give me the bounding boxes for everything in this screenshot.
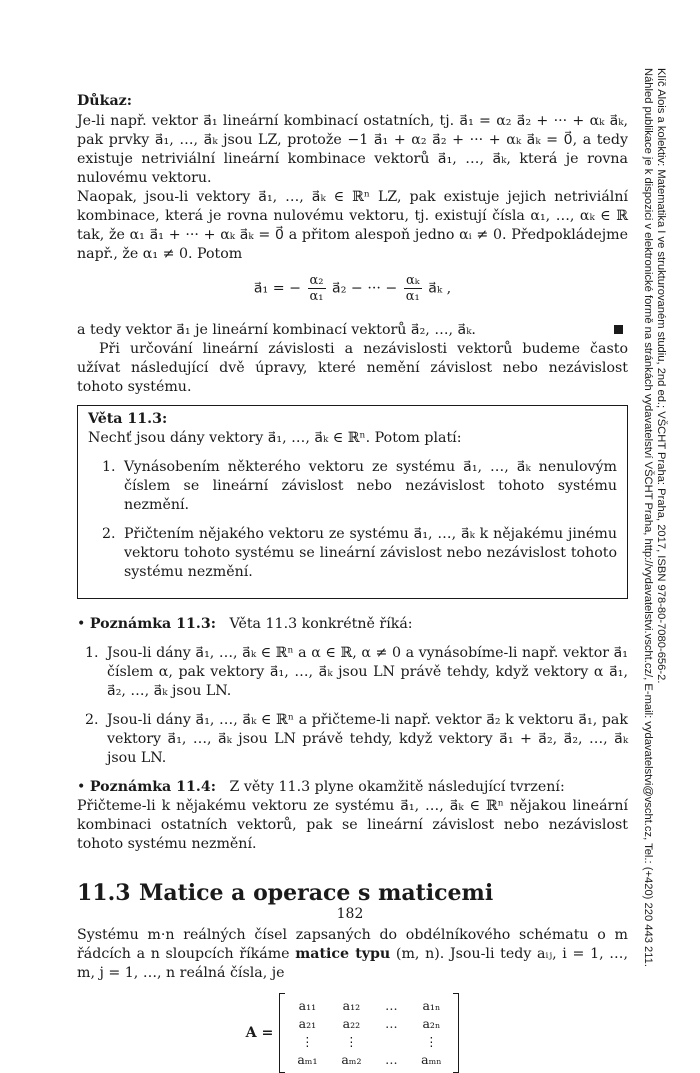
- equation-lhs: a⃗₁ = −: [253, 280, 301, 297]
- fraction-denominator: α₁: [309, 289, 324, 304]
- matrix-cell: aₘₙ: [421, 1052, 442, 1067]
- qed-square-icon: [614, 325, 623, 334]
- theorem-box: [77, 405, 628, 599]
- matrix-label: A =: [245, 1024, 274, 1041]
- matrix-cell: [373, 1033, 409, 1051]
- matrix-paragraph: [77, 926, 628, 983]
- matrix-cell: a₁₂: [342, 998, 361, 1013]
- fraction-denominator: α₁: [405, 289, 420, 304]
- matrix-cell: ⋮: [345, 1034, 358, 1049]
- note-title: Poznámka 11.3:: [89, 616, 216, 632]
- matrix-cell: a₁₁: [298, 998, 317, 1013]
- section-number: 11.3: [77, 880, 131, 906]
- note-text: Z věty 11.3 plyne okamžitě následující tvrzení:: [229, 779, 565, 795]
- equation-middle: a⃗₂ − ··· −: [332, 280, 398, 297]
- note-title: Poznámka 11.4:: [89, 779, 216, 795]
- proof-paragraph-2: Naopak, jsou-li vektory a⃗₁, …, a⃗ₖ ∈ ℝⁿ LZ, pak existuje jejich netriviální kombinace, která je rovna nulovému vektoru, tj. existují čísla α₁, …, αₖ ∈ ℝ tak, že α₁ a⃗₁ + ··· + αₖ a⃗ₖ = 0⃗ a přitom alespoň jedno αᵢ ≠ 0. Předpokládejme např., že α₁ ≠ 0. Potom: [77, 189, 628, 262]
- proof-title: Důkaz:: [77, 93, 132, 109]
- proof-paragraph-1: Je-li např. vektor a⃗₁ lineární kombinací ostatních, tj. a⃗₁ = α₂ a⃗₂ + ··· + αₖ a⃗ₖ, pak prvky a⃗₁, …, a⃗ₖ jsou LZ, protože −1 a⃗₁ + α₂ a⃗₂ + ··· + αₖ a⃗ₖ = 0⃗, a tedy existuje netriviální lineární kombinace vektorů a⃗₁, …, a⃗ₖ, která je rovna nulovému vektoru.: [77, 113, 628, 186]
- fraction-alpha2-alpha1: [308, 273, 326, 304]
- matrix-cell: …: [385, 1016, 398, 1031]
- matrix-cell: aₘ₁: [297, 1052, 318, 1067]
- matrix-cell: aₘ₂: [341, 1052, 362, 1067]
- theorem-title: Věta 11.3:: [88, 411, 168, 427]
- matrix-cell: …: [385, 1052, 398, 1067]
- intro-paragraph: Při určování lineární závislosti a nezávislosti vektorů budeme často užívat následující dvě úpravy, které nemění závislost nebo nezávislost tohoto systému.: [77, 341, 628, 395]
- matrix-cell: a₁ₙ: [422, 998, 441, 1013]
- note-text: Věta 11.3 konkrétně říká:: [229, 616, 413, 632]
- section-title: Matice a operace s maticemi: [139, 880, 494, 906]
- matrix-cell: ⋮: [425, 1034, 438, 1049]
- matrix-cell: …: [385, 998, 398, 1013]
- proof-conclusion: [77, 321, 628, 340]
- section-heading: [77, 880, 628, 906]
- page-content: [77, 92, 628, 1073]
- matrix-paragraph-text-2: (m, n). Jsou-li tedy aᵢⱼ, i = 1, …, m, j = 1, …, n reálná čísla, je: [77, 946, 628, 981]
- note-item: 1. Jsou-li dány a⃗₁, …, a⃗ₖ ∈ ℝⁿ a α ∈ ℝ, α ≠ 0 a vynásobíme-li např. vektor a⃗₁ číslem α, pak vektory a⃗₁, …, a⃗ₖ jsou LN právě tehdy, když vektory α a⃗₁, a⃗₂, …, a⃗ₖ jsou LN.: [103, 644, 628, 701]
- equation-rhs: a⃗ₖ ,: [428, 280, 452, 297]
- note-11-3: [77, 615, 628, 768]
- proof-paragraph-3: a tedy vektor a⃗₁ je lineární kombinací vektorů a⃗₂, …, a⃗ₖ.: [77, 322, 476, 338]
- fraction-numerator: αₖ: [406, 273, 420, 288]
- note-body: Přičteme-li k nějakému vektoru ze systému a⃗₁, …, a⃗ₖ ∈ ℝⁿ nějakou lineární kombinaci ostatních vektorů, pak se lineární závislost nebo nezávislost tohoto systému nezmění.: [77, 798, 628, 852]
- note-list: [77, 644, 628, 768]
- matrix-display: [77, 993, 628, 1073]
- bullet-icon: •: [77, 779, 86, 795]
- theorem-statement: Nechť jsou dány vektory a⃗₁, …, a⃗ₖ ∈ ℝⁿ. Potom platí:: [88, 430, 462, 446]
- page-number: 182: [336, 906, 364, 922]
- theorem-item: 1. Vynásobením některého vektoru ze systému a⃗₁, …, a⃗ₖ nenulovým číslem se lineární závislost nebo nezávislost tohoto systému nezmění.: [120, 458, 617, 515]
- fraction-alphak-alpha1: [404, 273, 422, 304]
- note-11-4: [77, 778, 628, 854]
- theorem-item: 2. Přičtením nějakého vektoru ze systému a⃗₁, …, a⃗ₖ k nějakému jinému vektoru tohoto systému se lineární závislost nebo nezávislost tohoto systému nezmění.: [120, 525, 617, 582]
- matrix: [279, 993, 459, 1073]
- side-note-line-2: Náhled publikace je k dispozici v elektronické formě na stránkách vydavatelství VŠCHT Praha, http://vydavatelstvi.vscht.cz/, E-mail: vydavatelstvi@vscht.cz, Tel.: (+420) 220 443 211.: [642, 68, 654, 967]
- matrix-paragraph-text: Systému m·n reálných čísel zapsaných do obdélníkového schématu o m řádcích a n sloupcích říkáme: [77, 927, 628, 962]
- matrix-cell: a₂ₙ: [422, 1016, 441, 1031]
- display-equation: [77, 273, 628, 313]
- fraction-numerator: α₂: [309, 273, 324, 288]
- note-item: 2. Jsou-li dány a⃗₁, …, a⃗ₖ ∈ ℝⁿ a přičteme-li např. vektor a⃗₂ k vektoru a⃗₁, pak vektory a⃗₁, …, a⃗ₖ jsou LN právě tehdy, když vektory a⃗₁ + a⃗₂, a⃗₂, …, a⃗ₖ jsou LN.: [103, 711, 628, 768]
- matrix-cell: ⋮: [301, 1034, 314, 1049]
- theorem-list: [88, 458, 617, 582]
- bullet-icon: •: [77, 616, 86, 632]
- side-note-line-1: Klíč Alois a kolektiv: Matematika I ve strukturovaném studiu, 2nd ed.; VŠCHT Praha: Praha, 2017, ISBN 978-80-7080-656-2.: [655, 68, 667, 684]
- matrix-cell: a₂₂: [342, 1016, 361, 1031]
- matrix-cell: a₂₁: [298, 1016, 317, 1031]
- term-matice-typu: matice typu: [295, 946, 391, 962]
